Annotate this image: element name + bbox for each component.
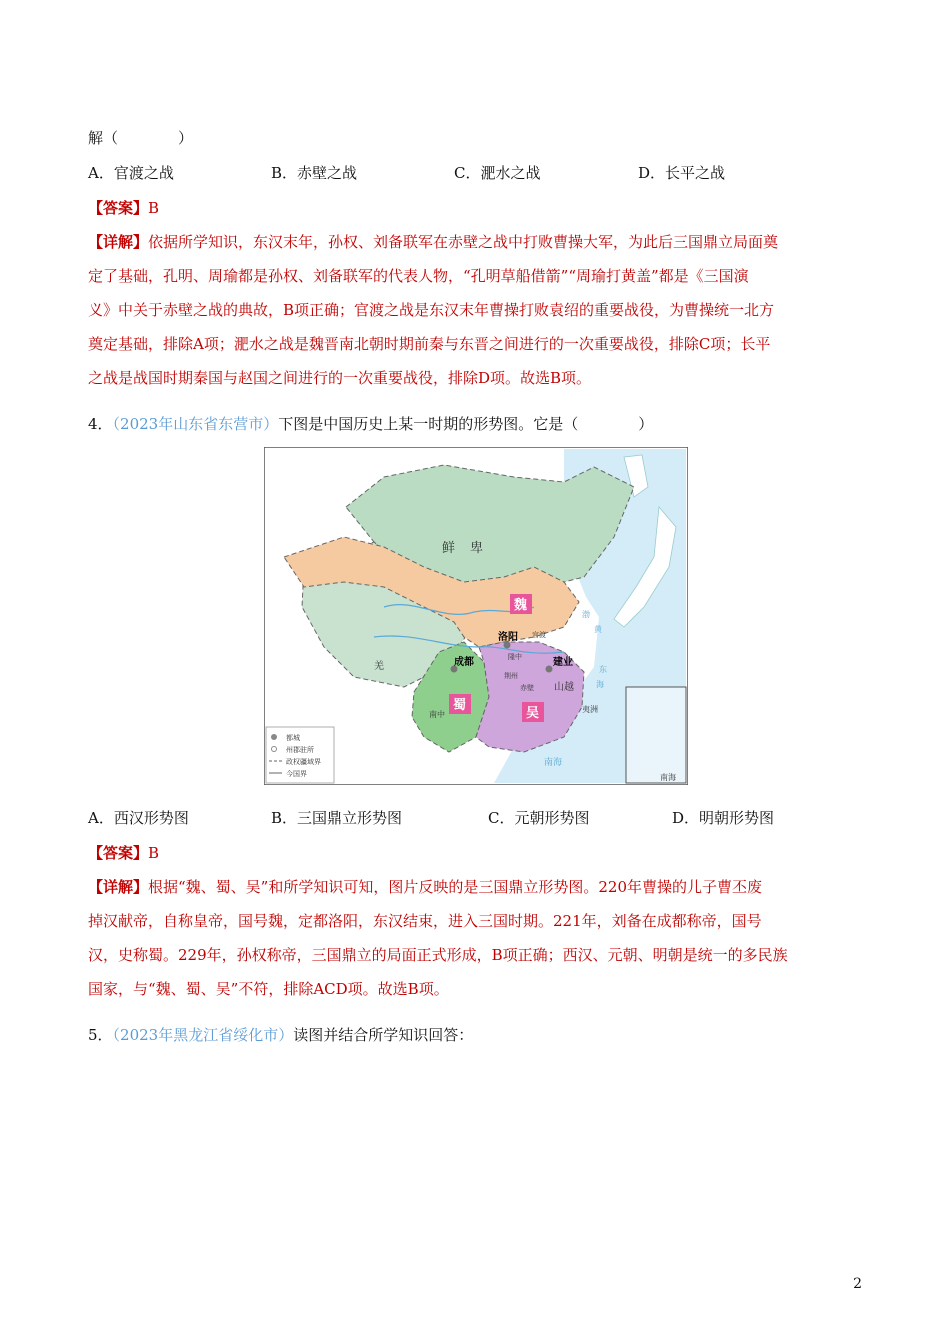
label-nanhai-sea: 南海 — [544, 758, 563, 768]
q4-option-c: C．元朝形势图 — [488, 809, 590, 827]
q4-explain-label: 【详解】 — [88, 878, 149, 896]
label-yizhou: 夷洲 — [582, 705, 598, 714]
legend-capital-symbol — [271, 734, 277, 740]
label-wei: 魏 — [514, 598, 528, 613]
q4-option-a: A．西汉形势图 — [88, 809, 189, 827]
label-shu: 蜀 — [453, 698, 467, 713]
q4-explain-line: 掉汉献帝，自称皇帝，国号魏，定都洛阳，东汉结束，进入三国时期。221年，刘备在成都称帝，国号 — [88, 912, 762, 930]
legend-border: 政权疆域界 — [286, 758, 321, 766]
label-wu: 吴 — [526, 706, 540, 721]
label-shanyue: 山越 — [554, 682, 574, 693]
label-nanzhong: 南中 — [429, 710, 445, 719]
q4-option-b: B．三国鼎立形势图 — [271, 809, 403, 827]
label-xianbei-1: 鲜 — [442, 541, 456, 556]
q3-explain-line: 【详解】依据所学知识，东汉末年，孙权、刘备联军在赤壁之战中打败曹操大军，为此后三国鼎立局面奠 — [88, 233, 779, 251]
q3-option-d: D．长平之战 — [638, 164, 726, 182]
label-sea-bo: 渤 — [582, 610, 590, 619]
q4-explain-line: 【详解】根据“魏、蜀、吴”和所学知识可知，图片反映的是三国鼎立形势图。220年曹操的儿子曹丕废 — [88, 878, 762, 896]
q4-explain-line: 国家，与“魏、蜀、吴”不符，排除ACD项。故选B项。 — [88, 980, 449, 998]
q5-stem-text: 读图并结合所学知识回答： — [293, 1026, 474, 1044]
label-longzhong: 隆中 — [508, 653, 522, 661]
label-nanhai-inset: 南海 — [660, 773, 676, 782]
q5-stem — [88, 1025, 473, 1045]
q5-number: 5． — [88, 1026, 113, 1044]
label-chibi: 赤壁 — [520, 684, 534, 692]
q3-explain-line: 义》中关于赤壁之战的典故，B项正确；官渡之战是东汉末年曹操打败袁绍的重要战役，为曹操统一北方 — [88, 301, 775, 319]
q3-answer — [88, 198, 159, 218]
label-chengdu: 成都 — [454, 657, 474, 668]
q3-stem-tail: 解（ ） — [88, 129, 194, 147]
q4-answer-value: B — [148, 844, 160, 862]
q4-explain-line: 汉，史称蜀。229年，孙权称帝，三国鼎立的局面正式形成，B项正确；西汉、元朝、明朝是统一的多民族 — [88, 946, 788, 964]
page-number: 2 — [853, 1276, 862, 1292]
q3-explain-label: 【详解】 — [88, 233, 149, 251]
legend-modern-border: 今国界 — [286, 770, 307, 778]
q4-stem-text: 下图是中国历史上某一时期的形势图。它是（ ） — [278, 415, 654, 433]
q3-option-c: C．淝水之战 — [454, 164, 541, 182]
jianye-marker — [546, 666, 553, 673]
label-sea-dong: 东 — [599, 665, 607, 674]
q4-explanation — [88, 877, 864, 1013]
q4-number: 4． — [88, 415, 113, 433]
q4-stem — [88, 414, 653, 434]
legend-capital: 都城 — [286, 734, 300, 742]
label-luoyang: 洛阳 — [498, 632, 518, 643]
q4-answer — [88, 843, 159, 863]
label-sea-hai: 海 — [596, 680, 604, 689]
q3-option-b: B．赤壁之战 — [271, 164, 358, 182]
label-guandu: 官渡 — [532, 631, 546, 639]
q4-option-d: D．明朝形势图 — [672, 809, 775, 827]
q3-answer-value: B — [148, 199, 160, 217]
q3-explain-line: 奠定基础，排除A项；淝水之战是魏晋南北朝时期前秦与东晋之间进行的一次重要战役，排除C项；长平 — [88, 335, 771, 353]
label-jingzhou: 荆州 — [504, 672, 518, 680]
label-qiang: 羌 — [374, 661, 384, 672]
q3-explanation — [88, 232, 864, 402]
label-jianye: 建业 — [553, 657, 573, 668]
q3-answer-label: 【答案】 — [88, 199, 149, 217]
q4-source: （2023年山东省东营市） — [112, 415, 279, 433]
q4-answer-label: 【答案】 — [88, 844, 149, 862]
q3-option-a: A．官渡之战 — [88, 164, 174, 182]
q5-source: （2023年黑龙江省绥化市） — [112, 1026, 294, 1044]
label-xianbei-2: 卑 — [470, 541, 484, 556]
nanhai-inset — [626, 687, 686, 783]
q3-explain-line: 定了基础，孔明、周瑜都是孙权、刘备联军的代表人物，“孔明草船借箭”“周瑜打黄盖”都是《三国演 — [88, 267, 749, 285]
q3-explain-line: 之战是战国时期秦国与赵国之间进行的一次重要战役，排除D项。故选B项。 — [88, 369, 592, 387]
three-kingdoms-map — [264, 447, 688, 785]
label-sea-huang: 黄 — [594, 625, 602, 634]
legend-seat: 州郡驻所 — [286, 746, 314, 754]
